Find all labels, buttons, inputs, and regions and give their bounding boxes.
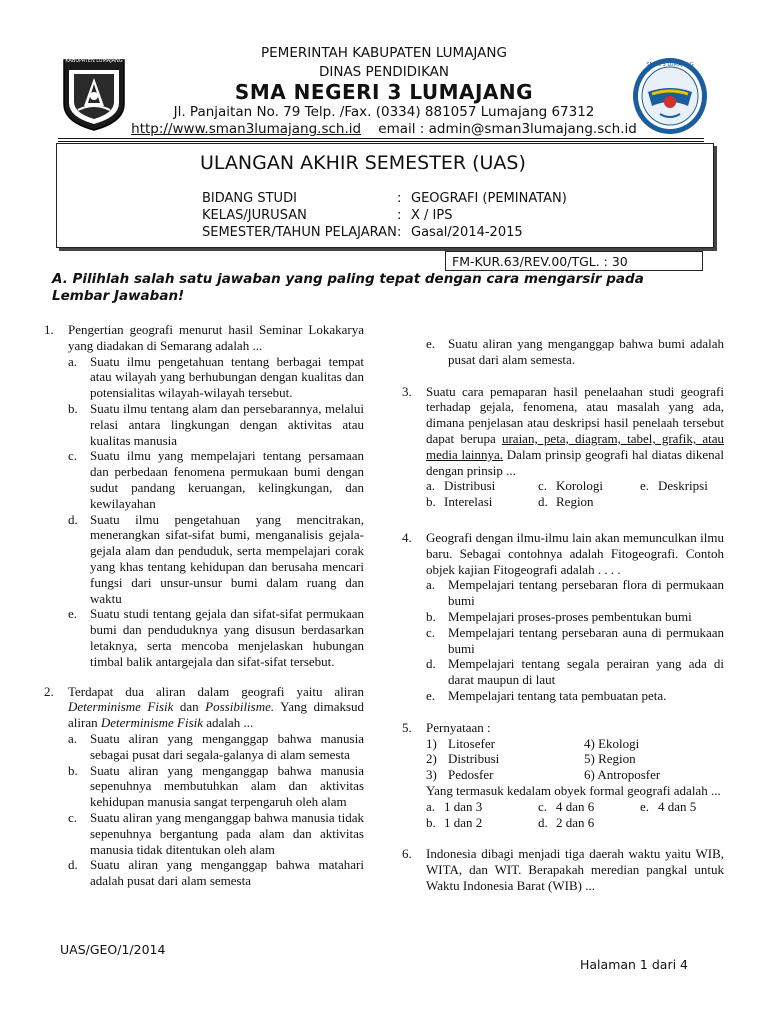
question-text: Indonesia dibagi menjadi tiga daerah waktu yaitu WIB, WITA, dan WIT. Berapakah meredian pangkal untuk Waktu Indonesia Barat (WIB) ... (426, 846, 724, 893)
question-2-continued (402, 336, 724, 368)
question-2: 2. Terdapat dua aliran dalam geografi yaitu aliran Determinisme Fisik dan Possibilisme. Yang dimaksud aliran Determinisme Fisik adalah ... a. Suatu aliran yang menganggap bahwa manusia sebagai pusat dari segala-galanya di alam semesta b. Suatu aliran yang menganggap bahwa manusia sepenuhnya membutuhkan alam dan aktivitas kehidupan manusia sangat terpengaruh oleh alam c. Suatu aliran yang menganggap bahwa manusia tidak sepenuhnya bergantung pada alam dan aktivitas manusia tidak ditentukan oleh alam d. Suatu aliran yang menganggap bahwa matahari adalah pusat dari alam semesta (44, 683, 365, 889)
option-c[interactable]: 4 dan 6 (556, 798, 595, 814)
option-c[interactable]: c. Suatu ilmu yang mempelajari tentang persamaan dan perbedaan fenomena permukaan bumi dengan sudut pandang keruangan, kelingkungan, dan kewilayahan (68, 448, 364, 511)
right-column (402, 336, 724, 904)
option-b[interactable]: b. Suatu ilmu tentang alam dan persebarannya, melalui relasi antara lingkungan dengan aktivitas atau kualitas manusia (68, 400, 364, 448)
question-text: Pengertian geografi menurut hasil Seminar Lokakarya yang diadakan di Semarang adalah ... (68, 322, 364, 353)
statement-list: 1) Litosefer 4) Ekologi 2) Distribusi 5) Region 3) Pedosfer 6) Antroposfer (426, 735, 661, 783)
instruction: A. Pilihlah salah satu jawaban yang paling tepat dengan cara mengarsir pada Lembar Jawaban! (52, 271, 644, 304)
option-b[interactable]: Interelasi (444, 494, 493, 510)
option-a[interactable]: a. Suatu ilmu pengetahuan tentang berbagai tempat atau wilayah yang berhubungan dengan kualitas dan potensialitas wilayah-wilayah tersebut. (68, 353, 364, 401)
option-a[interactable]: 1 dan 3 (444, 798, 483, 814)
question-5: 5. Pernyataan : 1) Litosefer 4) Ekologi 2) Distribusi 5) Region 3) Pedosfer 6) Antroposfer Yang termasuk kedalam obyek formal geografi adalah ... a. 1 dan 3 c. 4 dan 6 e. 4 dan 5 b. 1 dan 2 d. 2 dan 6 (402, 720, 724, 831)
semester-row: SEMESTER/TAHUN PELAJARAN: Gasal/2014-2015 (202, 225, 523, 240)
option-c[interactable]: c. Mempelajari tentang persebaran auna di permukaan bumi (426, 624, 724, 656)
semester-value: Gasal/2014-2015 (411, 225, 523, 240)
school-name: SMA NEGERI 3 LUMAJANG (234, 80, 534, 104)
gov-header: PEMERINTAH KABUPATEN LUMAJANG (261, 45, 507, 61)
contact-line (0, 121, 768, 137)
option-d[interactable]: d. Suatu ilmu pengetahuan yang mencitrakan, menerangkan sifat-sifat bumi, menganalisis gejala-gejala alam dan penduduk, serta mempelajari corak yang khas tentang kehidupan dan berusaha mencari fungsi dari unsur-unsur bumi dalam ruang dan waktu (68, 511, 364, 606)
class-value: X / IPS (411, 208, 453, 223)
email-text: email : admin@sman3lumajang.sch.id (378, 121, 637, 137)
statement-intro: Pernyataan : (426, 719, 491, 735)
question-text: Geografi dengan ilmu-ilmu lain akan memunculkan ilmu baru. Sebagai contohnya adalah Fitogeografi. Contoh objek kajian Fitogeografi adalah . . . . (426, 529, 724, 577)
class-row: KELAS/JURUSAN : X / IPS (202, 208, 453, 223)
option-a[interactable]: Distribusi (444, 478, 496, 494)
option-d[interactable]: d. Mempelajari tentang segala perairan yang ada di darat maupun di laut (426, 656, 724, 688)
option-e[interactable]: e. Suatu studi tentang gejala dan sifat-sifat permukaan bumi dan penduduknya yang disusun berdasarkan letaknya, serta mencoba menjelaskan hubungan timbal balik antargejala dan sifat-sifat tersebut. (68, 606, 364, 669)
exam-title: ULANGAN AKHIR SEMESTER (UAS) (200, 152, 526, 174)
option-a[interactable]: a. Mempelajari tentang persebaran flora di permukaan bumi (426, 577, 724, 609)
regency-logo-text: KABUPATEN LUMAJANG (65, 58, 123, 64)
exam-info-box (56, 143, 714, 248)
website-link[interactable]: http://www.sman3lumajang.sch.id (131, 121, 362, 137)
school-logo-text: SMAN 3 LUMAJANG (646, 62, 694, 68)
question-3: 3. Suatu cara pemaparan hasil penelaahan studi geografi terhadap gejala, fenomena, atau masalah yang ada, dimana penjelasan atau deskripsi hasil penelaah tersebut dapat berupa uraian, peta, diagram, tabel, grafik, atau media lainnya. Dalam prinsip geografi hal diatas dikenal dengan prinsip ... a. Distribusi c. Korologi e. Deskripsi b. Interelasi d. Region (402, 383, 725, 510)
question-4: 4. Geografi dengan ilmu-ilmu lain akan memunculkan ilmu baru. Sebagai contohnya adalah Fitogeografi. Contoh objek kajian Fitogeografi adalah . . . . a. Mempelajari tentang persebaran flora di permukaan bumi b. Mempelajari proses-proses pembentukan bumi c. Mempelajari tentang persebaran auna di permukaan bumi d. Mempelajari tentang segala perairan yang ada di darat maupun di laut e. Mempelajari tentang tata pembuatan peta. (402, 529, 724, 703)
option-b[interactable]: b. Mempelajari proses-proses pembentukan bumi (426, 608, 692, 624)
question-text: Suatu cara pemaparan hasil penelaahan studi geografi terhadap gejala, fenomena, atau masalah yang ada, dimana penjelasan atau deskripsi hasil penelaah tersebut dapat berupa uraian, peta, diagram, tabel, grafik, atau media lainnya. Dalam prinsip geografi hal diatas dikenal dengan prinsip ... (426, 383, 725, 478)
option-grid: a. 1 dan 3 c. 4 dan 6 e. 4 dan 5 b. 1 dan 2 d. 2 dan 6 (426, 799, 724, 831)
question-text: Yang termasuk kedalam obyek formal geografi adalah ... (426, 782, 721, 798)
question-6: 6. Indonesia dibagi menjadi tiga daerah waktu yaitu WIB, WITA, dan WIT. Berapakah meredian pangkal untuk Waktu Indonesia Barat (WIB) ... (402, 846, 724, 893)
option-d[interactable]: d. Suatu aliran yang menganggap bahwa matahari adalah pusat dari alam semesta (68, 857, 364, 889)
left-column (44, 322, 364, 899)
option-d[interactable]: 2 dan 6 (556, 814, 595, 830)
option-a[interactable]: a. Suatu aliran yang menganggap bahwa manusia sebagai pusat dari segala-galanya di alam semesta (68, 730, 364, 762)
option-d[interactable]: Region (556, 494, 594, 510)
subject-row: BIDANG STUDI : GEOGRAFI (PEMINATAN) (202, 191, 567, 206)
option-c[interactable]: Korologi (556, 478, 603, 494)
option-c[interactable]: c. Suatu aliran yang menganggap bahwa manusia tidak sepenuhnya bergantung pada alam dan aktivitas manusia tidak ditentukan oleh alam (68, 809, 364, 857)
option-e[interactable]: 4 dan 5 (658, 798, 697, 814)
option-b[interactable]: b. Suatu aliran yang menganggap bahwa manusia sepenuhnya membutuhkan alam dan aktivitas kehidupan manusia sangat terpengaruh oleh alam (68, 762, 364, 810)
option-e[interactable]: e. Mempelajari tentang tata pembuatan peta. (426, 687, 667, 703)
school-address: Jl. Panjaitan No. 79 Telp. /Fax. (0334) 881057 Lumajang 67312 (173, 104, 595, 120)
footer-code: UAS/GEO/1/2014 (60, 942, 166, 957)
header-rule (58, 138, 704, 139)
form-code: FM-KUR.63/REV.00/TGL. : 30 (445, 251, 703, 271)
dept-header: DINAS PENDIDIKAN (318, 64, 450, 80)
page-number: Halaman 1 dari 4 (580, 957, 688, 972)
option-e[interactable]: Deskripsi (658, 478, 708, 494)
header-rule-thin (58, 141, 704, 142)
option-grid: a. Distribusi c. Korologi e. Deskripsi b. Interelasi d. Region (426, 478, 724, 510)
question-1: 1. Pengertian geografi menurut hasil Seminar Lokakarya yang diadakan di Semarang adalah ... a. Suatu ilmu pengetahuan tentang berbagai tempat atau wilayah yang berhubungan dengan kualitas dan potensialitas wilayah-wilayah tersebut. b. Suatu ilmu tentang alam dan persebarannya, melalui relasi antara lingkungan dengan aktivitas atau kualitas manusia c. Suatu ilmu yang mempelajari tentang persamaan dan perbedaan fenomena permukaan bumi dengan sudut pandang keruangan, kelingkungan, dan kewilayahan d. Suatu ilmu pengetahuan yang mencitrakan, menerangkan sifat-sifat bumi, menganalisis gejala-gejala alam dan penduduk, serta mempelajari corak yang khas tentang kehidupan dan berusaha mencari fungsi dari unsur-unsur bumi dalam ruang dan waktu e. Suatu studi tentang gejala dan sifat-sifat permukaan bumi dan penduduknya yang disusun berdasarkan letaknya, serta mencoba menjelaskan hubungan timbal balik antargejala dan sifat-sifat tersebut. (44, 322, 364, 669)
option-e[interactable]: e. Suatu aliran yang menganggap bahwa bumi adalah pusat dari alam semesta. (426, 336, 724, 367)
option-b[interactable]: 1 dan 2 (444, 814, 483, 830)
question-text: Terdapat dua aliran dalam geografi yaitu aliran Determinisme Fisik dan Possibilisme. Yang dimaksud aliran Determinisme Fisik adalah ... (68, 683, 365, 731)
subject-value: GEOGRAFI (PEMINATAN) (411, 191, 567, 206)
